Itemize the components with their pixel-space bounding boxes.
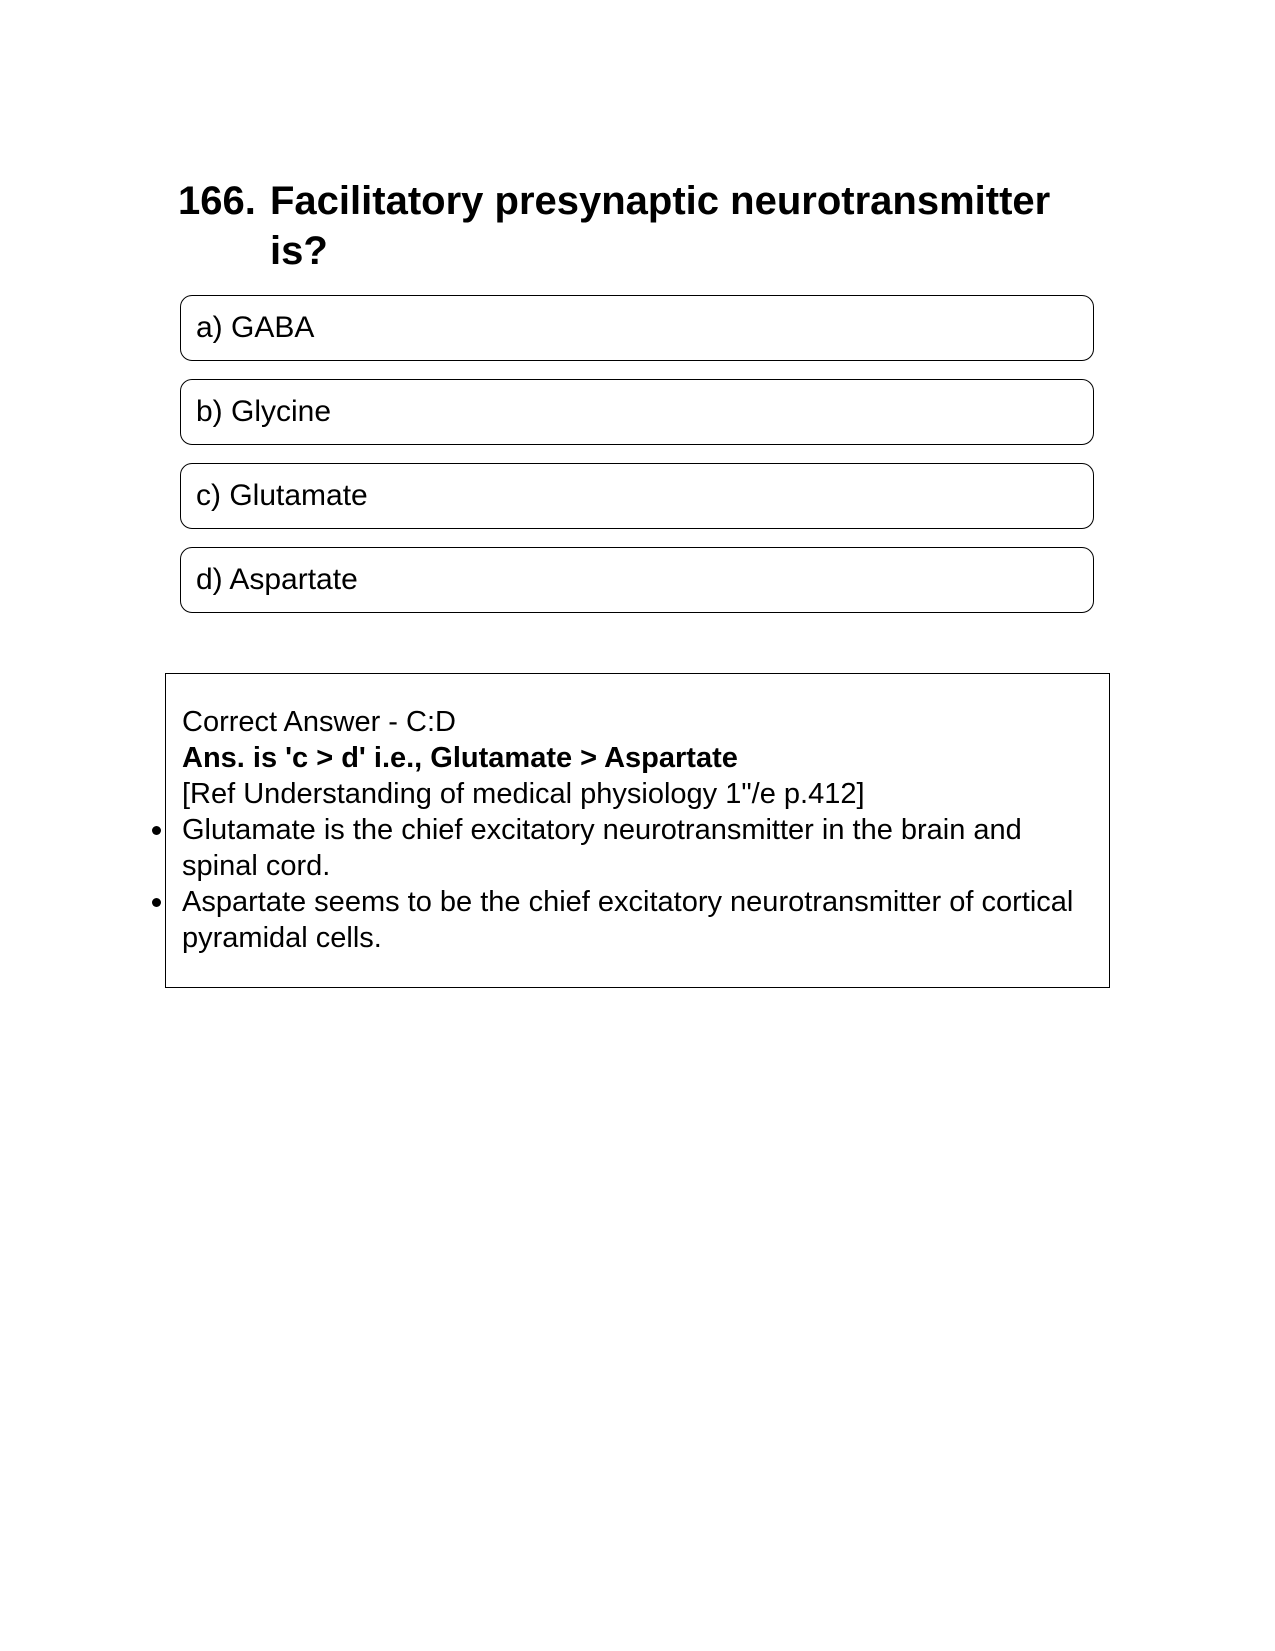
- bullet-icon: [152, 826, 161, 835]
- bullet-text: Aspartate seems to be the chief excitatory neurotransmitter of cortical pyramidal cells.: [182, 886, 1074, 954]
- option-a[interactable]: a) GABA: [180, 295, 1094, 361]
- correct-answer: Correct Answer - C:D: [182, 706, 456, 738]
- answer-content: [182, 704, 1082, 956]
- option-c[interactable]: c) Glutamate: [180, 463, 1094, 529]
- answer-summary: Ans. is 'c > d' i.e., Glutamate > Aspartate: [182, 742, 738, 774]
- bullet-text: Glutamate is the chief excitatory neurotransmitter in the brain and spinal cord.: [182, 814, 1022, 882]
- explanation-bullet: [182, 812, 1082, 884]
- explanation-bullet: [182, 884, 1082, 956]
- question-number: 166.: [178, 179, 256, 223]
- question-text: Facilitatory presynaptic neurotransmitter is?: [270, 179, 1051, 273]
- question-heading: [178, 176, 1098, 276]
- option-b[interactable]: b) Glycine: [180, 379, 1094, 445]
- answer-explanation-box: [165, 673, 1110, 988]
- bullet-icon: [152, 898, 161, 907]
- reference: [Ref Understanding of medical physiology 1"/e p.412]: [182, 778, 865, 810]
- option-d[interactable]: d) Aspartate: [180, 547, 1094, 613]
